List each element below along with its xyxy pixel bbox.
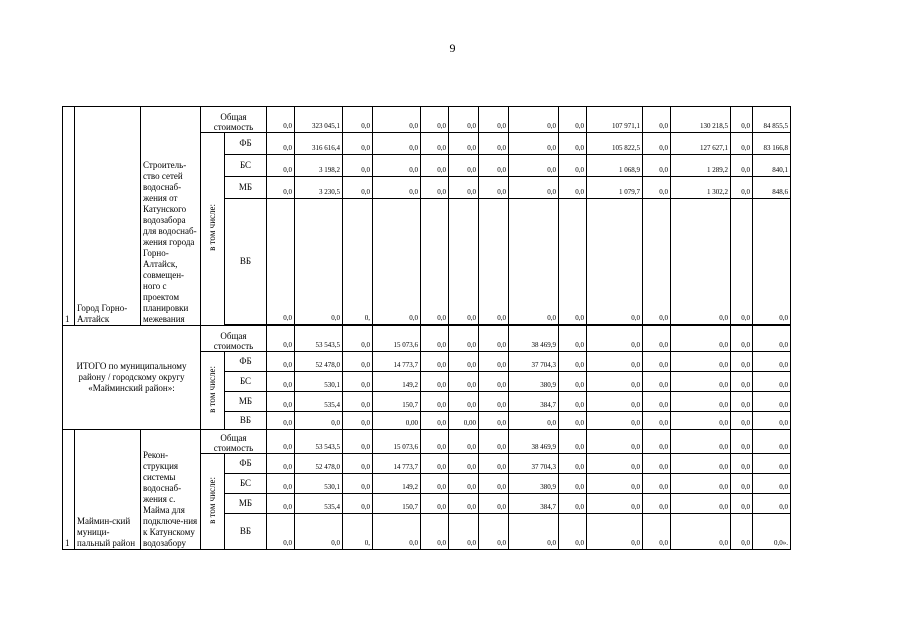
value-cell: 0,0 (643, 177, 671, 199)
value-cell: 0,0 (479, 352, 509, 372)
value-cell: 0,0 (671, 372, 731, 392)
block1-total-row (63, 107, 792, 133)
value-cell: 0,0 (449, 177, 479, 199)
value-cell: 0,0 (731, 177, 753, 199)
block3-src-bs: БС (225, 474, 267, 494)
value-cell: 0,0 (421, 177, 449, 199)
value-cell: 0,0 (509, 412, 559, 430)
block3-src-fb: ФБ (225, 454, 267, 474)
value-cell: 0,0 (479, 326, 509, 352)
value-cell: 0,0 (587, 430, 643, 454)
value-cell: 384,7 (509, 494, 559, 514)
value-cell: 107 971,1 (587, 107, 643, 133)
value-cell: 0,0 (449, 107, 479, 133)
value-cell: 0,0 (643, 494, 671, 514)
value-cell: 84 855,5 (753, 107, 791, 133)
value-cell: 0,0 (421, 514, 449, 550)
block1-index: 1 (63, 107, 75, 326)
value-cell: 0,0 (295, 199, 343, 325)
value-cell: 0,0 (479, 107, 509, 133)
value-cell: 0,0 (343, 177, 373, 199)
value-cell: 0,0 (267, 494, 295, 514)
value-cell: 380,9 (509, 474, 559, 494)
value-cell: 0,0 (267, 107, 295, 133)
value-cell: 0,0 (343, 474, 373, 494)
value-cell: 0,00 (449, 412, 479, 430)
block1-municipality: Город Горно-Алтайск (75, 107, 141, 326)
value-cell: 0,0 (753, 326, 791, 352)
value-cell: 0,0 (559, 430, 587, 454)
value-cell: 0,0 (559, 133, 587, 155)
value-cell: 150,7 (373, 494, 421, 514)
value-cell: 1 068,9 (587, 155, 643, 177)
value-cell: 0,0 (373, 199, 421, 325)
value-cell: 0,0 (267, 199, 295, 325)
value-cell: 0,0 (449, 326, 479, 352)
value-cell: 0,0 (643, 352, 671, 372)
value-cell: 38 469,9 (509, 430, 559, 454)
value-cell: 0,0 (267, 514, 295, 550)
value-cell: 0,0 (671, 494, 731, 514)
value-cell: 38 469,9 (509, 326, 559, 352)
value-cell: 0,0 (671, 326, 731, 352)
value-cell: 0,0 (343, 494, 373, 514)
value-cell: 127 627,1 (671, 133, 731, 155)
value-cell: 0,0 (731, 352, 753, 372)
page-number: 9 (449, 41, 456, 55)
value-cell: 0,0 (731, 514, 753, 550)
value-cell: 316 616,4 (295, 133, 343, 155)
value-cell: 53 543,5 (295, 430, 343, 454)
value-cell: 0,0 (343, 326, 373, 352)
value-cell: 0,0 (449, 430, 479, 454)
block2-total-label: ИТОГО по муниципальному району / городскому округу «Майминский район»: (63, 326, 201, 430)
value-cell: 0,0 (295, 412, 343, 430)
value-cell: 0,0 (643, 392, 671, 412)
value-cell: 0,0 (479, 514, 509, 550)
value-cell: 0, (343, 514, 373, 550)
value-cell: 0,0 (421, 352, 449, 372)
value-cell: 0,0 (479, 177, 509, 199)
value-cell: 0,0 (421, 155, 449, 177)
value-cell: 0,0 (267, 454, 295, 474)
block2-total-row (63, 326, 792, 352)
block1-src-mb: МБ (225, 177, 267, 199)
value-cell: 0,0 (587, 494, 643, 514)
value-cell: 0,0 (559, 372, 587, 392)
value-cell: 0,0 (449, 494, 479, 514)
value-cell: 0,0 (267, 177, 295, 199)
value-cell: 0,0 (559, 199, 587, 325)
block1-src-vb: ВБ (225, 199, 267, 325)
block3-total-row (63, 430, 792, 454)
value-cell: 0,0 (559, 514, 587, 550)
value-cell: 0,0 (449, 474, 479, 494)
value-cell: 0,0 (449, 514, 479, 550)
value-cell: 535,4 (295, 494, 343, 514)
block2-src-fb: ФБ (225, 352, 267, 372)
value-cell: 0,0 (267, 430, 295, 454)
block3-src-vb: ВБ (225, 514, 267, 550)
value-cell: 0,0 (643, 430, 671, 454)
value-cell: 0,0 (421, 107, 449, 133)
block2-including-label: в том числе: (201, 352, 225, 430)
value-cell: 0,0 (343, 454, 373, 474)
value-cell: 0,0 (671, 454, 731, 474)
value-cell: 0,0 (559, 352, 587, 372)
value-cell: 0,0 (449, 155, 479, 177)
value-cell: 0,0 (267, 326, 295, 352)
value-cell: 0,0 (731, 494, 753, 514)
value-cell: 0,0 (559, 454, 587, 474)
value-cell: 37 704,3 (509, 454, 559, 474)
value-cell: 0,0 (421, 133, 449, 155)
value-cell: 0,0 (559, 326, 587, 352)
value-cell: 0,0 (343, 412, 373, 430)
value-cell: 0,0 (479, 430, 509, 454)
block1-including-label: в том числе: (201, 133, 225, 326)
value-cell: 0,0 (509, 133, 559, 155)
value-cell: 0,0 (559, 392, 587, 412)
value-cell: 0,0 (267, 133, 295, 155)
value-cell: 0,0 (479, 372, 509, 392)
value-cell: 0,0 (421, 474, 449, 494)
value-cell: 0,0 (731, 107, 753, 133)
value-cell: 0,0 (559, 474, 587, 494)
value-cell: 53 543,5 (295, 326, 343, 352)
value-cell: 130 218,5 (671, 107, 731, 133)
value-cell: 380,9 (509, 372, 559, 392)
value-cell: 0,0 (587, 326, 643, 352)
value-cell: 848,6 (753, 177, 791, 199)
value-cell: 37 704,3 (509, 352, 559, 372)
value-cell: 0,0 (753, 430, 791, 454)
value-cell: 0,0 (643, 474, 671, 494)
value-cell: 0,0 (421, 430, 449, 454)
value-cell: 0,0 (587, 372, 643, 392)
value-cell: 0,0 (343, 155, 373, 177)
value-cell: 0,0 (731, 133, 753, 155)
value-cell: 0,0 (753, 454, 791, 474)
value-cell: 0,0 (267, 392, 295, 412)
value-cell: 14 773,7 (373, 352, 421, 372)
value-cell: 0,0 (671, 474, 731, 494)
value-cell: 0,0 (643, 514, 671, 550)
value-cell: 0,0 (267, 352, 295, 372)
value-cell: 0,0 (643, 412, 671, 430)
value-cell: 105 822,5 (587, 133, 643, 155)
value-cell: 0,0 (753, 494, 791, 514)
value-cell: 0,0 (671, 514, 731, 550)
value-cell: 0,0 (731, 392, 753, 412)
value-cell: 384,7 (509, 392, 559, 412)
value-cell: 0,0 (753, 372, 791, 392)
value-cell: 0,0 (267, 372, 295, 392)
block1-project: Строитель-ство сетей водоснаб-жения от Катунского водозабора для водоснаб-жения города Горно-Алтайск, совмещен-ного с проектом планировки межевания (141, 107, 201, 326)
value-cell: 0,0 (753, 392, 791, 412)
value-cell: 14 773,7 (373, 454, 421, 474)
value-cell: 0,0 (449, 454, 479, 474)
value-cell: 0,0 (421, 494, 449, 514)
value-cell: 0,0 (643, 372, 671, 392)
value-cell: 0,0 (643, 155, 671, 177)
value-cell: 535,4 (295, 392, 343, 412)
value-cell: 0,0 (671, 412, 731, 430)
block3-total-cost-label: Общая стоимость (201, 430, 267, 454)
value-cell: 83 166,8 (753, 133, 791, 155)
value-cell: 0,0 (343, 430, 373, 454)
value-cell: 0,0 (587, 474, 643, 494)
value-cell: 0,0 (343, 372, 373, 392)
value-cell: 0,0 (671, 352, 731, 372)
block3-project: Рекон-струкция системы водоснаб-жения с. Майма для подключе-ния к Катунскому водозабору (141, 430, 201, 550)
value-cell: 0,0 (731, 199, 753, 325)
value-cell: 0,0 (479, 494, 509, 514)
value-cell: 0,0 (643, 133, 671, 155)
value-cell: 0,0 (449, 392, 479, 412)
value-cell: 0,0 (373, 177, 421, 199)
value-cell: 0,0 (587, 514, 643, 550)
value-cell: 0,0». (753, 514, 791, 550)
value-cell: 0,0 (295, 514, 343, 550)
value-cell: 0,0 (731, 155, 753, 177)
value-cell: 0,0 (559, 412, 587, 430)
block2-src-mb: МБ (225, 392, 267, 412)
value-cell: 0,0 (671, 392, 731, 412)
block2-src-bs: БС (225, 372, 267, 392)
value-cell: 0,0 (373, 107, 421, 133)
value-cell: 0,0 (479, 155, 509, 177)
value-cell: 3 198,2 (295, 155, 343, 177)
value-cell: 0,0 (267, 412, 295, 430)
value-cell: 1 302,2 (671, 177, 731, 199)
value-cell: 0,0 (509, 177, 559, 199)
value-cell: 0,0 (731, 454, 753, 474)
value-cell: 840,1 (753, 155, 791, 177)
value-cell: 0,0 (421, 412, 449, 430)
value-cell: 0,0 (731, 412, 753, 430)
value-cell: 0,0 (587, 412, 643, 430)
value-cell: 0,0 (559, 155, 587, 177)
value-cell: 0,0 (643, 107, 671, 133)
value-cell: 0, (343, 199, 373, 325)
value-cell: 0,0 (479, 392, 509, 412)
block3-municipality: Маймин-ский муници-пальный район (75, 430, 141, 550)
value-cell: 0,0 (479, 412, 509, 430)
value-cell: 0,0 (421, 326, 449, 352)
value-cell: 0,0 (731, 430, 753, 454)
value-cell: 0,0 (449, 199, 479, 325)
value-cell: 0,0 (343, 392, 373, 412)
value-cell: 0,0 (509, 155, 559, 177)
value-cell: 0,0 (343, 352, 373, 372)
value-cell: 0,0 (421, 372, 449, 392)
value-cell: 0,0 (753, 412, 791, 430)
value-cell: 0,0 (449, 133, 479, 155)
value-cell: 530,1 (295, 474, 343, 494)
value-cell: 0,0 (731, 474, 753, 494)
value-cell: 0,0 (643, 326, 671, 352)
value-cell: 0,0 (509, 199, 559, 325)
value-cell: 0,0 (671, 199, 731, 325)
value-cell: 0,0 (421, 454, 449, 474)
value-cell: 0,0 (267, 155, 295, 177)
value-cell: 0,0 (587, 352, 643, 372)
value-cell: 0,0 (559, 107, 587, 133)
value-cell: 0,0 (267, 474, 295, 494)
value-cell: 0,0 (479, 199, 509, 325)
funding-table (62, 106, 792, 550)
value-cell: 323 045,1 (295, 107, 343, 133)
block3-src-mb: МБ (225, 494, 267, 514)
block3-index: 1 (63, 430, 75, 550)
block1-total-cost-label: Общая стоимость (201, 107, 267, 133)
value-cell: 149,2 (373, 372, 421, 392)
block2-total-cost-label: Общая стоимость (201, 326, 267, 352)
value-cell: 0,0 (421, 199, 449, 325)
value-cell: 15 073,6 (373, 430, 421, 454)
value-cell: 0,0 (509, 514, 559, 550)
value-cell: 0,0 (373, 133, 421, 155)
value-cell: 3 230,5 (295, 177, 343, 199)
value-cell: 149,2 (373, 474, 421, 494)
value-cell: 0,0 (643, 454, 671, 474)
value-cell: 0,0 (587, 454, 643, 474)
value-cell: 150,7 (373, 392, 421, 412)
value-cell: 0,0 (731, 372, 753, 392)
block3-including-label: в том числе: (201, 454, 225, 550)
value-cell: 0,0 (421, 392, 449, 412)
value-cell: 530,1 (295, 372, 343, 392)
value-cell: 0,0 (753, 352, 791, 372)
value-cell: 0,0 (559, 494, 587, 514)
block1-src-fb: ФБ (225, 133, 267, 155)
value-cell: 0,0 (449, 372, 479, 392)
value-cell: 0,0 (587, 392, 643, 412)
value-cell: 0,0 (731, 326, 753, 352)
value-cell: 0,0 (479, 454, 509, 474)
value-cell: 0,0 (373, 514, 421, 550)
value-cell: 0,0 (587, 199, 643, 325)
value-cell: 52 478,0 (295, 352, 343, 372)
value-cell: 1 289,2 (671, 155, 731, 177)
value-cell: 0,0 (343, 107, 373, 133)
value-cell: 0,00 (373, 412, 421, 430)
value-cell: 0,0 (753, 199, 791, 325)
block2-src-vb: ВБ (225, 412, 267, 430)
value-cell: 52 478,0 (295, 454, 343, 474)
value-cell: 0,0 (373, 155, 421, 177)
value-cell: 15 073,6 (373, 326, 421, 352)
value-cell: 0,0 (509, 107, 559, 133)
value-cell: 0,0 (449, 352, 479, 372)
value-cell: 1 079,7 (587, 177, 643, 199)
value-cell: 0,0 (479, 474, 509, 494)
value-cell: 0,0 (671, 430, 731, 454)
value-cell: 0,0 (753, 474, 791, 494)
value-cell: 0,0 (479, 133, 509, 155)
value-cell: 0,0 (643, 199, 671, 325)
value-cell: 0,0 (343, 133, 373, 155)
value-cell: 0,0 (559, 177, 587, 199)
block1-src-bs: БС (225, 155, 267, 177)
